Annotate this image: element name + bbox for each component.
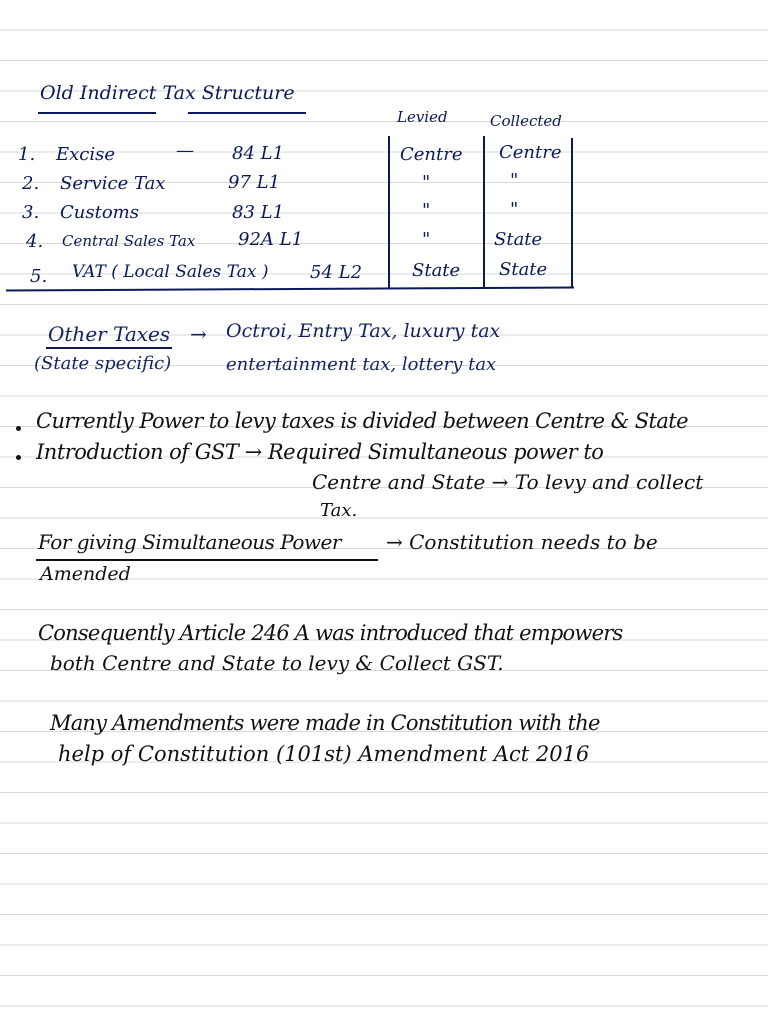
paragraph-1-line2: both Centre and State to levy & Collect GST. — [50, 651, 504, 675]
levied-cell: " — [422, 229, 431, 250]
collected-cell: State — [494, 229, 543, 250]
bullet-text: Introduction of GST → Required Simultaneous power to — [36, 440, 604, 464]
table-divider-middle — [483, 136, 485, 288]
tax-code: 54 L2 — [310, 262, 363, 283]
row-number: 3. — [22, 202, 40, 223]
tax-name: Service Tax — [60, 173, 166, 194]
table-divider-right — [571, 138, 573, 288]
tax-code: 92A L1 — [238, 229, 304, 250]
title-underline-1 — [38, 112, 156, 114]
bullet-continuation: Centre and State → To levy and collect — [312, 470, 704, 494]
row-number: 2. — [22, 173, 40, 194]
row-number: 1. — [18, 144, 36, 165]
simultaneous-heading: For giving Simultaneous Power — [38, 530, 341, 554]
bullet-text: Currently Power to levy taxes is divided between Centre & State — [36, 409, 688, 433]
tax-name: Central Sales Tax — [62, 232, 196, 250]
tax-code: 83 L1 — [232, 202, 285, 223]
table-bottom-line — [6, 287, 574, 292]
levied-cell: " — [422, 172, 431, 193]
page-title: Old Indirect Tax Structure — [40, 82, 295, 104]
levied-cell: " — [422, 200, 431, 221]
simultaneous-underline — [36, 559, 378, 561]
paragraph-2-line1: Many Amendments were made in Constitution with the — [50, 711, 600, 735]
collected-cell: " — [510, 170, 519, 191]
collected-cell: " — [510, 199, 519, 220]
other-taxes-label: Other Taxes — [48, 322, 171, 346]
title-underline-2 — [188, 112, 306, 114]
other-taxes-line1: Octroi, Entry Tax, luxury tax — [226, 320, 501, 342]
other-taxes-underline — [46, 347, 172, 349]
simultaneous-cont: Amended — [40, 563, 131, 585]
simultaneous-rest: → Constitution needs to be — [386, 530, 658, 554]
bullet-dot — [16, 455, 21, 460]
row-number: 5. — [30, 266, 48, 287]
levied-cell: State — [412, 260, 461, 281]
paragraph-2-line2: help of Constitution (101st) Amendment Act 2016 — [58, 742, 590, 766]
tax-name: VAT ( Local Sales Tax ) — [72, 262, 269, 282]
collected-cell: Centre — [499, 142, 562, 163]
levied-cell: Centre — [400, 144, 463, 165]
other-taxes-arrow: → — [190, 322, 207, 346]
levied-header: Levied — [397, 108, 448, 126]
tax-code: 97 L1 — [228, 172, 281, 193]
collected-header: Collected — [490, 112, 562, 130]
tax-name: Excise — [56, 144, 116, 165]
tax-name: Customs — [60, 202, 139, 223]
bullet-dot — [16, 426, 21, 431]
tax-code: 84 L1 — [232, 143, 285, 164]
other-taxes-line2: entertainment tax, lottery tax — [226, 354, 497, 375]
paragraph-1-line1: Consequently Article 246 A was introduced that empowers — [38, 621, 623, 645]
collected-cell: State — [499, 259, 548, 280]
other-taxes-sublabel: (State specific) — [34, 353, 172, 374]
row-dash: — — [176, 140, 194, 161]
bullet-continuation: Tax. — [320, 500, 358, 521]
table-divider-left — [388, 136, 390, 288]
row-number: 4. — [26, 231, 44, 252]
